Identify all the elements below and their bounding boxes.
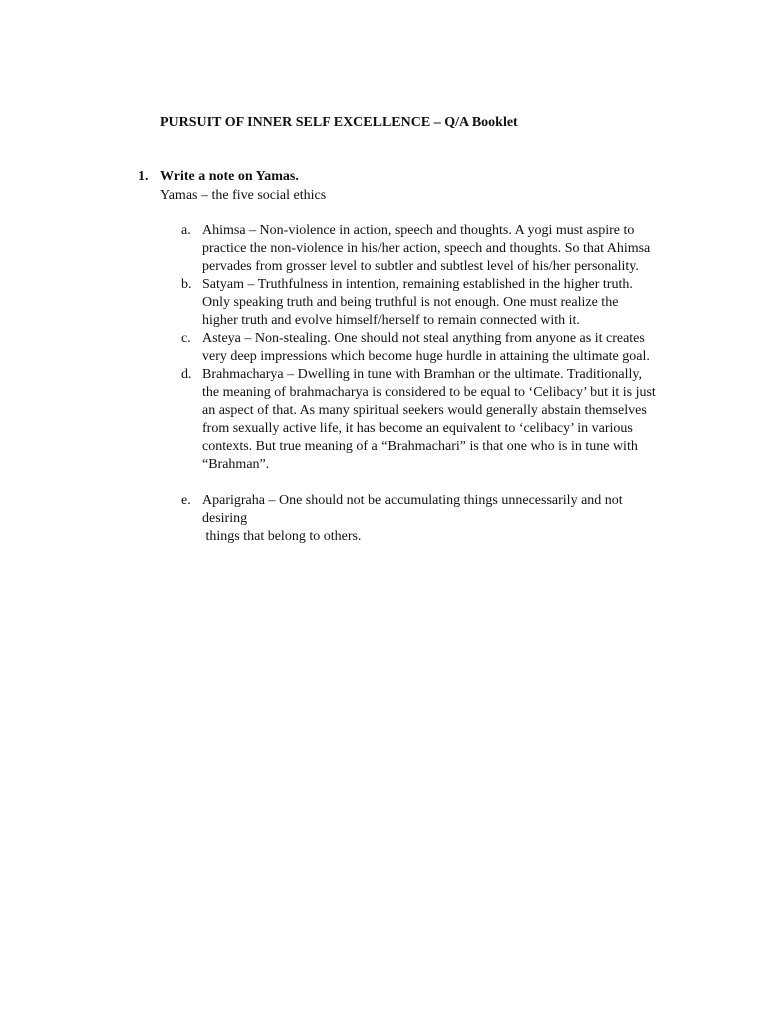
list-item-letter: d. xyxy=(181,367,192,382)
list-item-text: Brahmacharya – Dwelling in tune with Bramhan or the ultimate. Traditionally, the meaning of brahmacharya is considered to be equal to ‘Celibacy’ but it is just an aspect of that. As many spiritual seekers would generally abstain themselves from sexually active life, it has become an equivalent to ‘celibacy’ in various contexts. But true meaning of a “Brahmachari” is that one who is in tune with “Brahman”. xyxy=(202,367,656,472)
list-item-text: Satyam – Truthfulness in intention, remaining established in the higher truth. Only speaking truth and being truthful is not enough. One must realize the higher truth and evolve himself/herself to remain connected with it. xyxy=(202,277,633,328)
list-item-text: Ahimsa – Non-violence in action, speech and thoughts. A yogi must aspire to practice the non-violence in his/her action, speech and thoughts. So that Ahimsa pervades from grosser level to subtler and subtlest level of his/her personality. xyxy=(202,223,651,274)
question-number: 1. xyxy=(138,169,149,184)
list-item-line: desiring xyxy=(202,511,248,526)
question-text: Write a note on Yamas. xyxy=(160,169,299,184)
list-item-brahmacharya xyxy=(181,366,657,474)
yamas-list xyxy=(181,222,657,546)
list-item-letter: e. xyxy=(181,493,191,508)
document-title: PURSUIT OF INNER SELF EXCELLENCE – Q/A Booklet xyxy=(160,115,518,130)
list-item-ahimsa xyxy=(181,222,657,276)
list-item-letter: c. xyxy=(181,331,191,346)
question-1 xyxy=(138,168,658,205)
list-item-text: Asteya – Non-stealing. One should not steal anything from anyone as it creates very deep impressions which become huge hurdle in attaining the ultimate goal. xyxy=(202,331,650,364)
list-item-satyam xyxy=(181,276,657,330)
question-subtitle: Yamas – the five social ethics xyxy=(160,188,327,203)
list-item-asteya xyxy=(181,330,657,366)
list-item-letter: b. xyxy=(181,277,192,292)
list-item-line: things that belong to others. xyxy=(202,529,362,544)
question-heading xyxy=(138,168,658,186)
list-item-line: Aparigraha – One should not be accumulating things unnecessarily and not xyxy=(202,493,623,508)
list-item-aparigraha xyxy=(181,492,657,546)
list-item-text xyxy=(202,492,657,546)
list-item-letter: a. xyxy=(181,223,191,238)
